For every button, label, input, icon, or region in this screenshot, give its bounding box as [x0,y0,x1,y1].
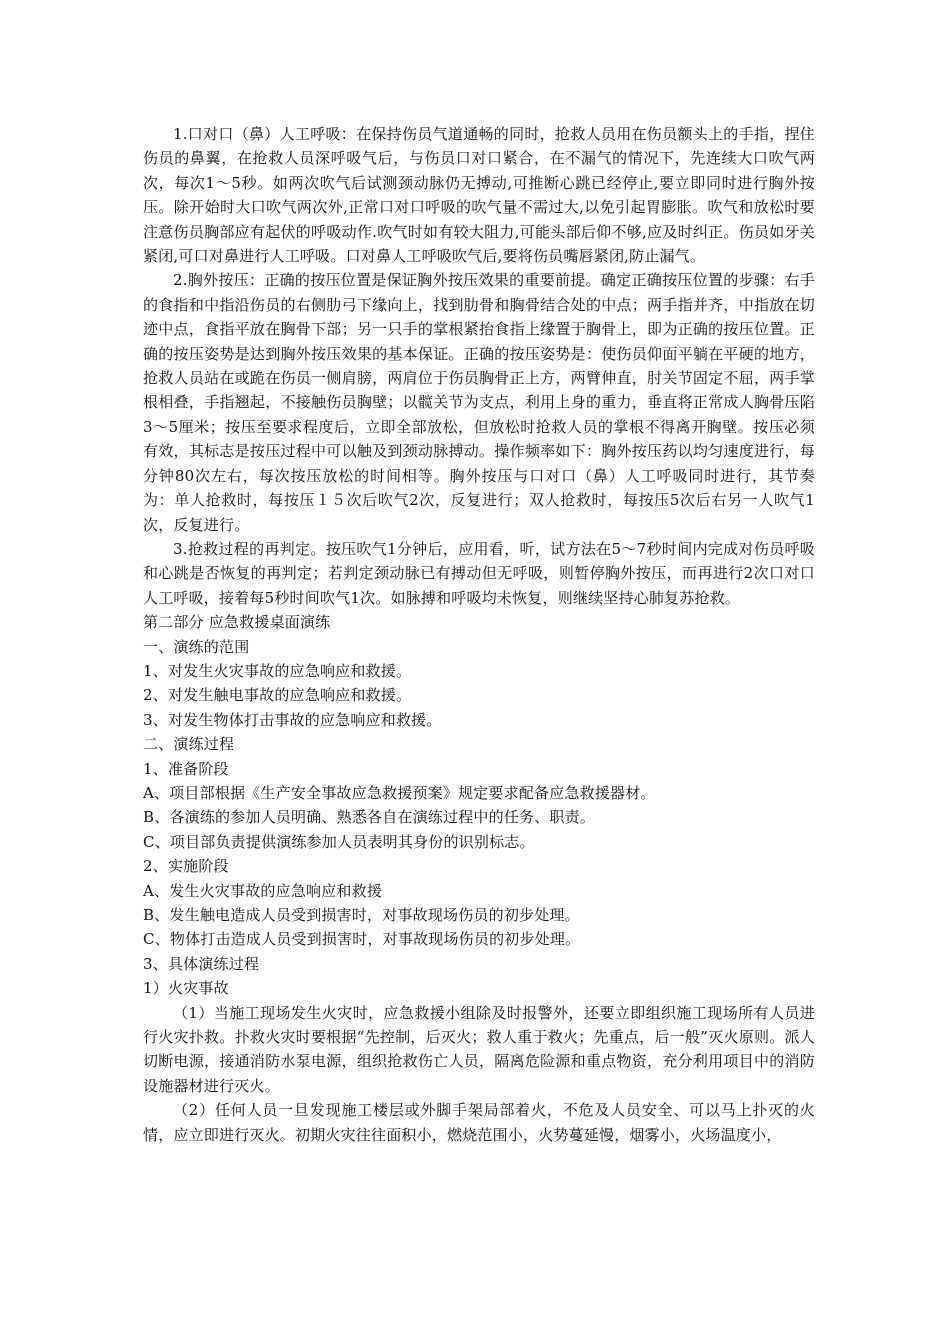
paragraph-p3: 3.抢救过程的再判定。按压吹气1分钟后，应用看，听，试方法在5～7秒时间内完成对伤员呼吸和心跳是否恢复的再判定；若判定颈动脉已有搏动但无呼吸，则暂停胸外按压，而再进行2次口对口人工呼吸，接着每5秒时间吹气1次。如脉搏和呼吸均未恢复，则继续坚持心肺复苏抢救。 [143,539,815,607]
paragraph-p16: B、发生触电造成人员受到损害时，对事故现场伤员的初步处理。 [143,906,580,924]
paragraph-p14: 2、实施阶段 [143,857,229,876]
paragraph-p2: 2.胸外按压：正确的按压位置是保证胸外按压效果的重要前提。确定正确按压位置的步骤：右手的食指和中指沿伤员的右侧肋弓下缘向上，找到肋骨和胸骨结合处的中点；两手指并齐，中指放在切迹中点，食指平放在胸骨下部；另一只手的掌根紧抬食指上缘置于胸骨上，即为正确的按压位置。正确的按压姿势是达到胸外按压效果的基本保证。正确的按压姿势是：使伤员仰面平躺在平硬的地方，抢救人员站在或跪在伤员一侧肩膀，两肩位于伤员胸骨正上方，两臂伸直，肘关节固定不屈，两手掌根相叠，手指翘起，不接触伤员胸壁；以髋关节为支点，利用上身的重力，垂直将正常成人胸骨压陷3～5厘米；按压至要求程度后，立即全部放松，但放松时抢救人员的掌根不得离开胸壁。按压必须有效，其标志是按压过程中可以触及到颈动脉搏动。操作频率如下：胸外按压药以均匀速度进行，每分钟80次左右，每次按压放松的时间相等。胸外按压与口对口（鼻）人工呼吸同时进行，其节奏为：单人抢救时，每按压１５次后吹气2次，反复进行；双人抢救时，每按压5次后右另一人吹气1次，反复进行。 [143,271,815,534]
paragraph-p6: 1、对发生火灾事故的应急响应和救援。 [143,661,412,680]
paragraph-p17: C、物体打击造成人员受到损害时，对事故现场伤员的初步处理。 [143,930,581,949]
paragraph-p1: 1.口对口（鼻）人工呼吸：在保持伤员气道通畅的同时，抢救人员用在伤员额头上的手指，捏住伤员的鼻翼，在抢救人员深呼吸气后，与伤员口对口紧合，在不漏气的情况下，先连续大口吹气两次，每次1～5秒。如两次吹气后试测颈动脉仍无搏动,可推断心跳已经停止,要立即同时进行胸外按压。除开始时大口吹气两次外,正常口对口呼吸的吹气量不需过大,以免引起胃膨胀。吹气和放松时要注意伤员胸部应有起伏的呼吸动作.吹气时如有较大阻力,可能头部后仰不够,应及时纠正。伤员如牙关紧闭,可口对鼻进行人工呼吸。口对鼻人工呼吸吹气后,要将伤员嘴唇紧闭,防止漏气。 [143,125,815,266]
paragraph-p19: 1）火灾事故 [143,979,229,998]
paragraph-p4: 第二部分 应急救援桌面演练 [143,613,331,632]
paragraph-p12: B、各演练的参加人员明确、熟悉各自在演练过程中的任务、职责。 [143,808,596,827]
paragraph-p11: A、项目部根据《生产安全事故应急救援预案》规定要求配备应急救援器材。 [143,783,656,802]
paragraph-p21: （2）任何人员一旦发现施工楼层或外脚手架局部着火，不危及人员安全、可以马上扑灭的火情，应立即进行灭火。初期火灾往往面积小，燃烧范围小，火势蔓延慢，烟雾小，火场温度小， [143,1101,815,1144]
paragraph-p7: 2、对发生触电事故的应急响应和救援。 [143,686,412,705]
paragraph-p15: A、发生火灾事故的应急响应和救援 [143,881,383,900]
paragraph-p9: 二、演练过程 [143,735,235,754]
paragraph-p10: 1、准备阶段 [143,759,229,778]
document-body [143,122,815,1147]
paragraph-p13: C、项目部负责提供演练参加人员表明其身份的识别标志。 [143,832,535,851]
paragraph-p8: 3、对发生物体打击事故的应急响应和救援。 [143,710,442,729]
paragraph-p18: 3、具体演练过程 [143,954,260,973]
paragraph-p20: （1）当施工现场发生火灾时，应急救援小组除及时报警外，还要立即组织施工现场所有人员进行火灾扑救。扑救火灾时要根据“先控制，后灭火；救人重于救火；先重点，后一般”灭火原则。派人切断电源，接通消防水泵电源，组织抢救伤亡人员，隔离危险源和重点物资，充分利用项目中的消防设施器材进行灭火。 [143,1003,815,1095]
paragraph-p5: 一、演练的范围 [143,637,250,656]
